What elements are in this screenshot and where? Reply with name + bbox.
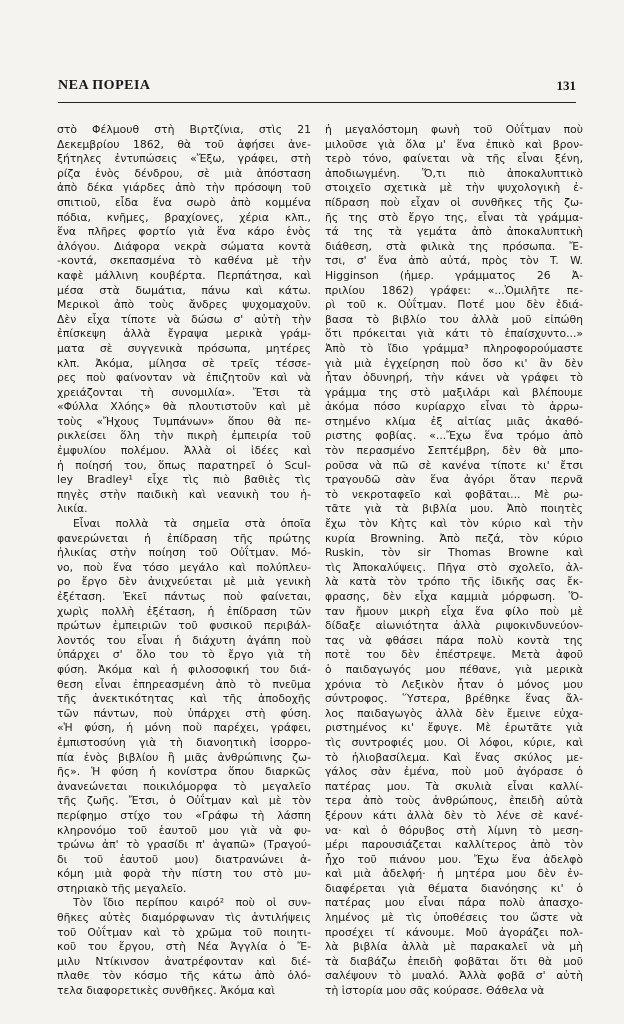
text-line: δι τοῦ ἑαυτοῦ μου) διατρανώνει ἀ- xyxy=(57,852,311,866)
text-line: ρὶ τοῦ κ. Οὐΐτμαν. Ποτέ μου δὲν ἐδιά- xyxy=(325,298,583,312)
text-line: τῶν πάντων, ποὺ ὑπάρχει στὴ φύση. xyxy=(57,706,311,720)
text-line: τρώνω ἀπ' τὸ γρασίδι π' ἀγαπῶ» (Τραγού- xyxy=(57,838,311,852)
text-line: «Φύλλα Χλόης» θὰ πλουτιστοῦν καὶ μὲ xyxy=(57,400,311,414)
text-line: ἡ μεγαλόστομη φωνὴ τοῦ Οὐΐτμαν ποὺ xyxy=(325,123,583,136)
text-line: ley Bradley¹ εἶχε τὶς πιὸ βαθιὲς τὶς xyxy=(57,473,311,487)
text-line: τσι, σ' ἕνα ἀπὸ αὐτά, πρὸς τὸν T. W. xyxy=(325,254,583,268)
text-line: ρικλείσει ὅλη τὴν πικρὴ ἐμπειρία τοῦ xyxy=(57,429,311,443)
right-column xyxy=(325,123,583,999)
text-line: μέσα στὰ δωμάτια, πάνω καὶ κάτω. xyxy=(57,283,311,297)
text-line: θεση εἶναι ἐπηρεασμένη ἀπὸ τὸ πνεῦμα xyxy=(57,677,311,691)
running-head xyxy=(58,78,576,103)
text-line: ξήτηλες ἐντυπώσεις «Ἔξω, γράφει, στὴ xyxy=(57,152,311,166)
text-line: ῆς της στὸ ἔργο της, εἶναι τὰ γράμμα- xyxy=(325,210,583,224)
text-line: ἀνανεώνεται ποικιλόμορφα τὸ μεγαλεῖο xyxy=(57,779,311,793)
text-line: ξέρουν κάτι ἀλλὰ δὲν τὸ λένε σὲ κανέ- xyxy=(325,808,583,822)
text-line: λοντός του εἶναι ἡ διάχυτη ἀγάπη ποὺ xyxy=(57,633,311,647)
text-line: ὁ παιδαγωγός μου πέθανε, γιὰ μερικὰ xyxy=(325,662,583,676)
text-line: Δεκεμβρίου 1862, θὰ τοῦ ἀφήσει ἀνε- xyxy=(57,137,311,151)
text-line: ἐμπιστοσύνη γιὰ τὴ διανοητικὴ ἰσορρο- xyxy=(57,735,311,749)
text-line: τῆς ζωῆς. Ἔτσι, ὁ Οὐΐτμαν καὶ μὲ τὸν xyxy=(57,794,311,808)
text-line: θῆκες αὐτὲς διαμόρφωναν τὶς ἀντιλήψεις xyxy=(57,911,311,925)
text-line: πατέρας μου. Τὰ σκυλιὰ εἶναι καλλί- xyxy=(325,779,583,793)
text-line: τὰ διαβάζω ἐπειδὴ φοβᾶται ὅτι θὰ μοῦ xyxy=(325,954,583,968)
text-line: ἡλικίας στὴν ποίηση τοῦ Οὐΐτμαν. Μό- xyxy=(57,546,311,560)
text-line: τὸν περασμένο Σεπτέμβρη, δὲν θὰ μπο- xyxy=(325,444,583,458)
journal-title: ΝΕΑ ΠΟΡΕΙΑ xyxy=(58,78,151,93)
page-number: 131 xyxy=(556,78,576,93)
text-line: Μερικοὶ ἀπὸ τοὺς ἄνδρες ψυχομαχοῦν. xyxy=(57,298,311,312)
text-line: λὰ βιβλία ἀλλὰ μὲ παρακαλεῖ νὰ μὴ xyxy=(325,940,583,954)
text-line: πριλίου 1862) γράφει: «...Ὁμιλῆτε πε- xyxy=(325,283,583,297)
text-line: ἀπὸ δέκα γιάρδες ἀπὸ τὴν πρόσοψη τοῦ xyxy=(57,181,311,195)
paragraph-continued xyxy=(325,123,583,999)
text-line: περίφημο στίχο του «Γράφω τὴ λάσπη xyxy=(57,808,311,822)
text-line: ροῦσα νὰ πῶ σὲ κανένα τίποτε κι' ἔτσι xyxy=(325,458,583,472)
text-line: «Ἡ φύση, ἡ μόνη ποὺ παρέχει, γράφει, xyxy=(57,721,311,735)
paragraph-1 xyxy=(57,123,311,517)
text-line: τῆς ἀνεκτικότητας καὶ τῆς ἀποδοχῆς xyxy=(57,692,311,706)
text-line: κληρονόμο τοῦ ἑαυτοῦ μου γιὰ νὰ φυ- xyxy=(57,823,311,837)
text-line: ποτὲ του δὲν ἐπέστρεψε. Μετὰ ἀφοῦ xyxy=(325,648,583,662)
text-line: Ruskin, τὸν sir Thomas Browne καὶ xyxy=(325,546,583,560)
text-line: ματα σὲ συγγενικὰ πρόσωπα, μητέρες xyxy=(57,341,311,355)
text-line: τας νὰ φθάσει πάρα πολὺ κοντὰ της xyxy=(325,633,583,647)
text-line: πλαθε τὸν κόσμο τῆς κάτω ἀπὸ ὁλό- xyxy=(57,969,311,983)
text-line: στηριακὸ τῆς μεγαλεῖο. xyxy=(57,881,187,895)
text-line: ρίζα ἑνὸς δένδρου, σὲ μιὰ ἀπόσταση xyxy=(57,166,311,180)
text-line: ἡ ποίησή του, ὅπως παρατηρεῖ ὁ Scul- xyxy=(57,458,311,472)
text-line: τᾶτε γιὰ τὰ βιβλία μου. Ἀπὸ ποιητὲς xyxy=(325,502,583,516)
text-line: πόδια, κνῆμες, βραχίονες, χέρια κλπ., xyxy=(57,210,311,224)
text-line: πρώτων ἐμπειριῶν τοῦ φυσικοῦ περιβάλ- xyxy=(57,619,311,633)
text-line: τελα διαφορετικὲς συνθῆκες. Ἀκόμα καὶ xyxy=(57,984,276,998)
text-line: γράμμα της στὸ μαξιλάρι καὶ βλέπουμε xyxy=(325,385,583,399)
text-line: ρο ἔργο δὲν ἀνιχνεύεται μὲ μιὰ γενικὴ xyxy=(57,575,311,589)
text-line: Ἀπὸ τὸ ἴδιο γράμμα³ πληροφορούμαστε xyxy=(325,341,583,355)
text-line: να· καὶ ὁ θόρυβος στὴ λίμνη τὸ μεση- xyxy=(325,823,583,837)
text-line: βασα τὸ βιβλίο του ἀλλὰ μοῦ εἰπώθη xyxy=(325,312,583,326)
text-line: ρες ποὺ φαίνονταν νὰ ἐπιζητοῦν καὶ νὰ xyxy=(57,371,311,385)
text-line: Εἶναι πολλὰ τὰ σημεῖα στὰ ὁποῖα xyxy=(73,517,311,531)
text-line: ἀποδιωγμένη. Ὅ,τι πιὸ ἀποκαλυπτικὸ xyxy=(325,166,583,180)
text-line: γάλος σὰν ἐμένα, ποὺ μοῦ ἀγόρασε ὁ xyxy=(325,765,583,779)
text-line: -κοντά, σκεπασμένα τὸ καθένα μὲ τὴν xyxy=(57,254,311,268)
text-line: χρειάζονται τὴ συνομιλία». Ἔτσι τὰ xyxy=(57,385,311,399)
text-line: τὸ ἡλιοβασίλεμα. Καὶ ἕνας σκύλος με- xyxy=(325,750,583,764)
text-line: ἐξέταση. Ἐκεῖ πάντως ποὺ φαίνεται, xyxy=(57,590,311,603)
text-line: πία ἑνὸς βιβλίου ἢ μιᾶς ἀνθρώπινης ζω- xyxy=(57,750,311,764)
text-line: ἦχο τοῦ πιάνου μου. Ἔχω ἕνα ἀδελφὸ xyxy=(325,852,583,866)
text-line: πηγὲς στὴν παιδικὴ καὶ νεανικὴ του ἡ- xyxy=(57,487,311,501)
text-line: ριστημένος κι' ἔφυγε. Μὲ ἐρωτᾶτε γιὰ xyxy=(325,721,583,735)
text-line: ῆς». Ἡ φύση ἡ κονίστρα ὅπου διαρκῶς xyxy=(57,765,311,779)
text-line: προσέχει τί κάνουμε. Μοῦ ἀγοράζει πολ- xyxy=(325,925,583,939)
text-line: σύντροφος. Ὕστερα, βρέθηκε ἕνας ἄλ- xyxy=(325,692,583,706)
text-line: Δὲν εἶχα τίποτε νὰ δώσω σ' αὐτὴ τὴν xyxy=(57,312,311,326)
text-line: νο, ποὺ ἕνα τόσο μεγάλο καὶ πολύπλευ- xyxy=(57,560,311,574)
text-line: φύση. Ἀκόμα καὶ ἡ φιλοσοφική του διά- xyxy=(57,662,311,676)
text-line: τραγουδῶ σὰν ἕνα ἀγόρι ὅταν περνᾶ xyxy=(325,473,583,487)
text-line: δίδαξε αἰωνιότητα ἀλλὰ ριψοκινδυνεύον- xyxy=(325,619,583,633)
text-line: χρόνια τὸ Λεξικὸν ἦταν ὁ μόνος μου xyxy=(325,677,583,691)
text-line: ἀλόγου. Διάφορα νεκρὰ σώματα κοντὰ xyxy=(57,239,311,253)
text-line: τὸ νεκροταφεῖο καὶ φοβᾶται... Μὲ ρω- xyxy=(325,487,583,501)
text-line: μέρι παρουσιάζεται καλλίτερος ἀπὸ τὸν xyxy=(325,838,583,852)
text-line: τά της τὰ γεμάτα ἀπὸ ἀποκαλυπτικὴ xyxy=(325,225,583,239)
text-line: διάθεση, στὰ φιλικὰ της πρόσωπα. Ἔ- xyxy=(325,239,583,253)
text-line: πίδραση ποὺ εἶχαν οἱ συνθῆκες τῆς ζω- xyxy=(325,195,583,209)
text-line: μιλυ Ντίκινσον ἀνατρέφονταν καὶ διέ- xyxy=(57,954,311,968)
text-line: καφὲ μάλλινη κουβέρτα. Περπάτησα, καὶ xyxy=(57,268,311,282)
text-line: τὶς συντροφιές μου. Οἱ λόφοι, κύριε, καὶ xyxy=(325,735,583,749)
text-line: τοὺς «Ἤχους Τυμπάνων» ὅπου θὰ πε- xyxy=(57,414,311,428)
text-line: φανερώνεται ἡ ἐπίδραση τῆς πρώτης xyxy=(57,531,311,545)
text-line: τοῦ Οὐΐτμαν καὶ τὸ χρῶμα τοῦ ποιητι- xyxy=(57,925,311,939)
text-line: λος παιδαγωγὸς ἀλλὰ δὲν ἔμεινε εὐχα- xyxy=(325,706,583,720)
text-line: στοιχεῖο σχετικὰ μὲ τὴν ψυχολογικὴ ἐ- xyxy=(325,181,583,195)
text-line: διαφέρεται γιὰ θέματα διανόησης κι' ὁ xyxy=(325,881,583,895)
text-line: ὅτι πρόκειται γιὰ κάτι τὸ ἐπαίσχυντο...» xyxy=(325,327,583,341)
text-line: κλπ. Ἀκόμα, μίλησα σὲ τρεῖς τέσσε- xyxy=(57,356,311,370)
text-line: ταν ἤμουν μικρὴ εἶχα ἕνα φίλο ποὺ μὲ xyxy=(325,604,583,618)
text-line: τερὸ τόνο, φαίνεται νὰ τῆς εἶναι ξένη, xyxy=(325,152,583,166)
paragraph-2 xyxy=(57,517,311,896)
text-line: τερα ἀπὸ τοὺς ἀνθρώπους, ἐπειδὴ αὐτὰ xyxy=(325,794,583,808)
text-line: ἕνα πλῆρες φορτίο γιὰ ἕνα κάρο ἑνὸς xyxy=(57,225,311,239)
left-column xyxy=(57,123,311,999)
text-line: καὶ μιὰ ἀδελφή· ἡ μητέρα μου δὲν ἐν- xyxy=(325,867,583,881)
text-line: σαλέψουν τὸ μυαλό. Ἀλλὰ φοβᾶ σ' αὐτὴ xyxy=(325,969,583,983)
text-line: λικία. xyxy=(57,502,88,516)
text-line: τὴ ἱστορία μου σᾶς κούρασε. Θάθελα νὰ xyxy=(325,984,545,998)
text-line: στὸ Φέλμουθ στὴ Βιρτζίνια, στὶς 21 xyxy=(57,123,311,136)
paragraph-3 xyxy=(57,896,311,998)
text-line: κοῦ του ἔργου, στὴ Νέα Ἀγγλία ὁ Ἔ- xyxy=(57,940,311,954)
text-line: Higginson (ἡμερ. γράμματος 26 Ἀ- xyxy=(325,268,583,282)
text-line: χωρὶς πολλὴ ἐξέταση, ἡ ἐπίδραση τῶν xyxy=(57,604,311,618)
text-line: στημένο κλίμα ἐξ αἰτίας μιᾶς ἀκαθό- xyxy=(325,414,583,428)
text-line: κόμη μιὰ φορὰ τὴν πίστη του στὸ μυ- xyxy=(57,867,311,881)
text-line: ἀκόμα πόσο κυρίαρχο εἶναι τὸ ἀρρω- xyxy=(325,400,583,414)
text-line: ὑπάρχει σ' ὅλο του τὸ ἔργο γιὰ τὴ xyxy=(57,648,311,662)
text-line: λὰ κατὰ τὸν τρόπο τῆς ἰδικῆς σας ἔκ- xyxy=(325,575,583,589)
text-line: γιὰ μιὰ ἐγχείρηση ποὺ ὅσο κι' ἂν δὲν xyxy=(325,356,583,370)
text-line: λημένος μὲ τὶς ὑποθέσεις του ὥστε νὰ xyxy=(325,911,583,925)
text-line: ἐμφυλίου πολέμου. Ἀλλὰ οἱ ἰδέες καὶ xyxy=(57,444,311,458)
text-line: ἔχω τὸν Κὴτς καὶ τὸν κύριο καὶ τὴν xyxy=(325,517,583,531)
text-line: πατέρας μου εἶναι πάρα πολὺ ἀπασχο- xyxy=(325,896,583,910)
text-line: φρασης, δὲν εἶχα καμμιὰ μόρφωση. Ὅ- xyxy=(325,590,583,603)
text-line: τὶς Ἀποκαλύψεις. Πῆγα στὸ σχολεῖο, ἀλ- xyxy=(325,560,583,574)
text-line: ριστης φοβίας. «...Ἔχω ἕνα τρόμο ἀπὸ xyxy=(325,429,583,443)
text-line: Τὸν ἴδιο περίπου καιρό² ποὺ οἱ συν- xyxy=(73,896,311,910)
text-line: σπιτιοῦ, εἶδα ἕνα σωρὸ ἀπὸ κομμένα xyxy=(57,195,311,209)
text-line: κυρία Browning. Ἀπὸ πεζά, τὸν κύριο xyxy=(325,531,583,545)
text-line: ἐπίσκεψη ἀλλὰ ἔγραψα μερικὰ γράμ- xyxy=(57,327,311,341)
text-line: ἦταν ὀδυνηρή, τὴν κάνει νὰ γράφει τὸ xyxy=(325,371,583,385)
text-line: μιλοῦσε γιὰ ὅλα μ' ἕνα ἐπικὸ καὶ βρον- xyxy=(325,137,583,151)
